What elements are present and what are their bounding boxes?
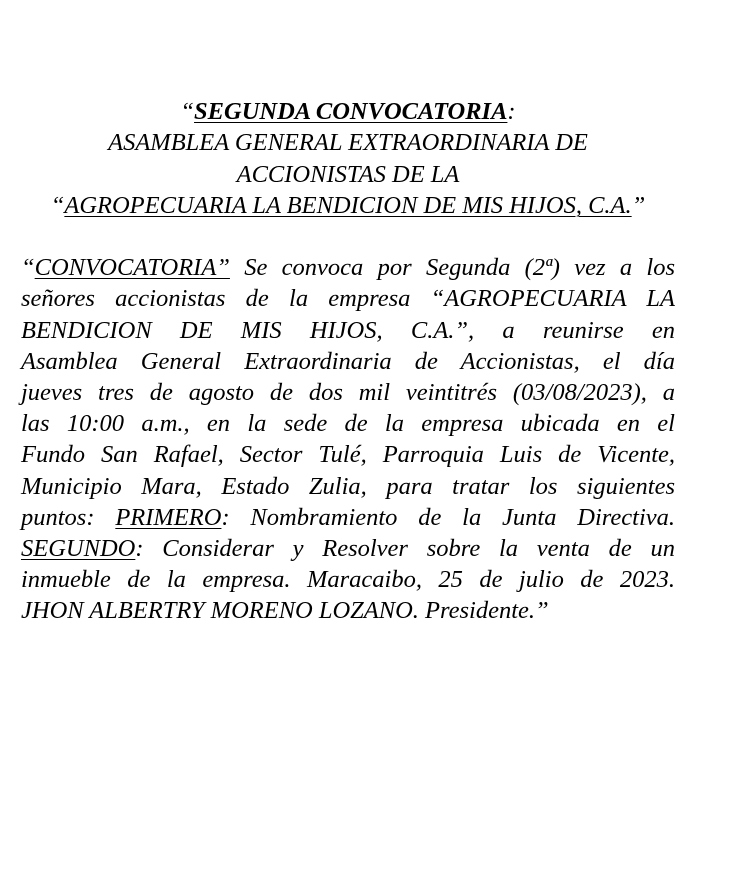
heading-title-colon: : xyxy=(507,98,516,125)
heading-line-2: ASAMBLEA GENERAL EXTRAORDINARIA DE xyxy=(108,129,588,157)
notice-heading xyxy=(21,96,675,221)
heading-company-close-quote: ” xyxy=(631,191,646,219)
heading-company-open-quote: “ xyxy=(50,191,65,219)
body-line-5: jueves tres de agosto de dos mil veintitrés (03/08/2023), a xyxy=(21,379,675,406)
body-line-2: señores accionistas de la empresa “AGROPECUARIA LA xyxy=(21,285,675,313)
convocatoria-label: CONVOCATORIA” xyxy=(34,254,230,282)
heading-line-3: ACCIONISTAS DE LA xyxy=(236,160,460,188)
body-line-7: Fundo San Rafael, Sector Tulé, Parroquia Luis de Vicente, xyxy=(21,441,675,469)
primero-label: PRIMERO xyxy=(115,503,222,531)
body-line-11: inmueble de la empresa. Maracaibo, 25 de julio de 2023. xyxy=(21,566,675,594)
heading-title: SEGUNDA CONVOCATORIA xyxy=(194,98,508,125)
heading-title-line xyxy=(21,96,675,127)
body-line-3: BENDICION DE MIS HIJOS, C.A.”, a reunirse en xyxy=(21,316,675,344)
body-line-10 xyxy=(21,533,675,564)
body-line-1-rest: Se convoca por Segunda (2ª) vez a los xyxy=(229,254,675,282)
body-line-1 xyxy=(21,252,675,283)
notice-body xyxy=(21,252,675,626)
body-line-6: las 10:00 a.m., en la sede de la empresa ubicada en el xyxy=(21,410,675,438)
body-line-9-pre: puntos: xyxy=(21,503,116,531)
segundo-label: SEGUNDO xyxy=(21,535,136,563)
body-open-quote: “ xyxy=(21,254,35,282)
body-line-8: Municipio Mara, Estado Zulia, para tratar los siguientes xyxy=(21,472,675,500)
body-line-10-rest: : Considerar y Resolver sobre la venta de un xyxy=(135,535,675,563)
body-line-9-rest: : Nombramiento de la Junta Directiva. xyxy=(221,503,675,531)
body-line-4: Asamblea General Extraordinaria de Accionistas, el día xyxy=(21,347,675,375)
heading-company-line xyxy=(21,190,675,221)
body-line-12: JHON ALBERTRY MORENO LOZANO. Presidente.” xyxy=(21,597,549,625)
heading-company-name: AGROPECUARIA LA BENDICION DE MIS HIJOS, C.A. xyxy=(64,191,632,219)
body-line-9 xyxy=(21,502,675,533)
heading-title-open-quote: “ xyxy=(180,98,195,125)
